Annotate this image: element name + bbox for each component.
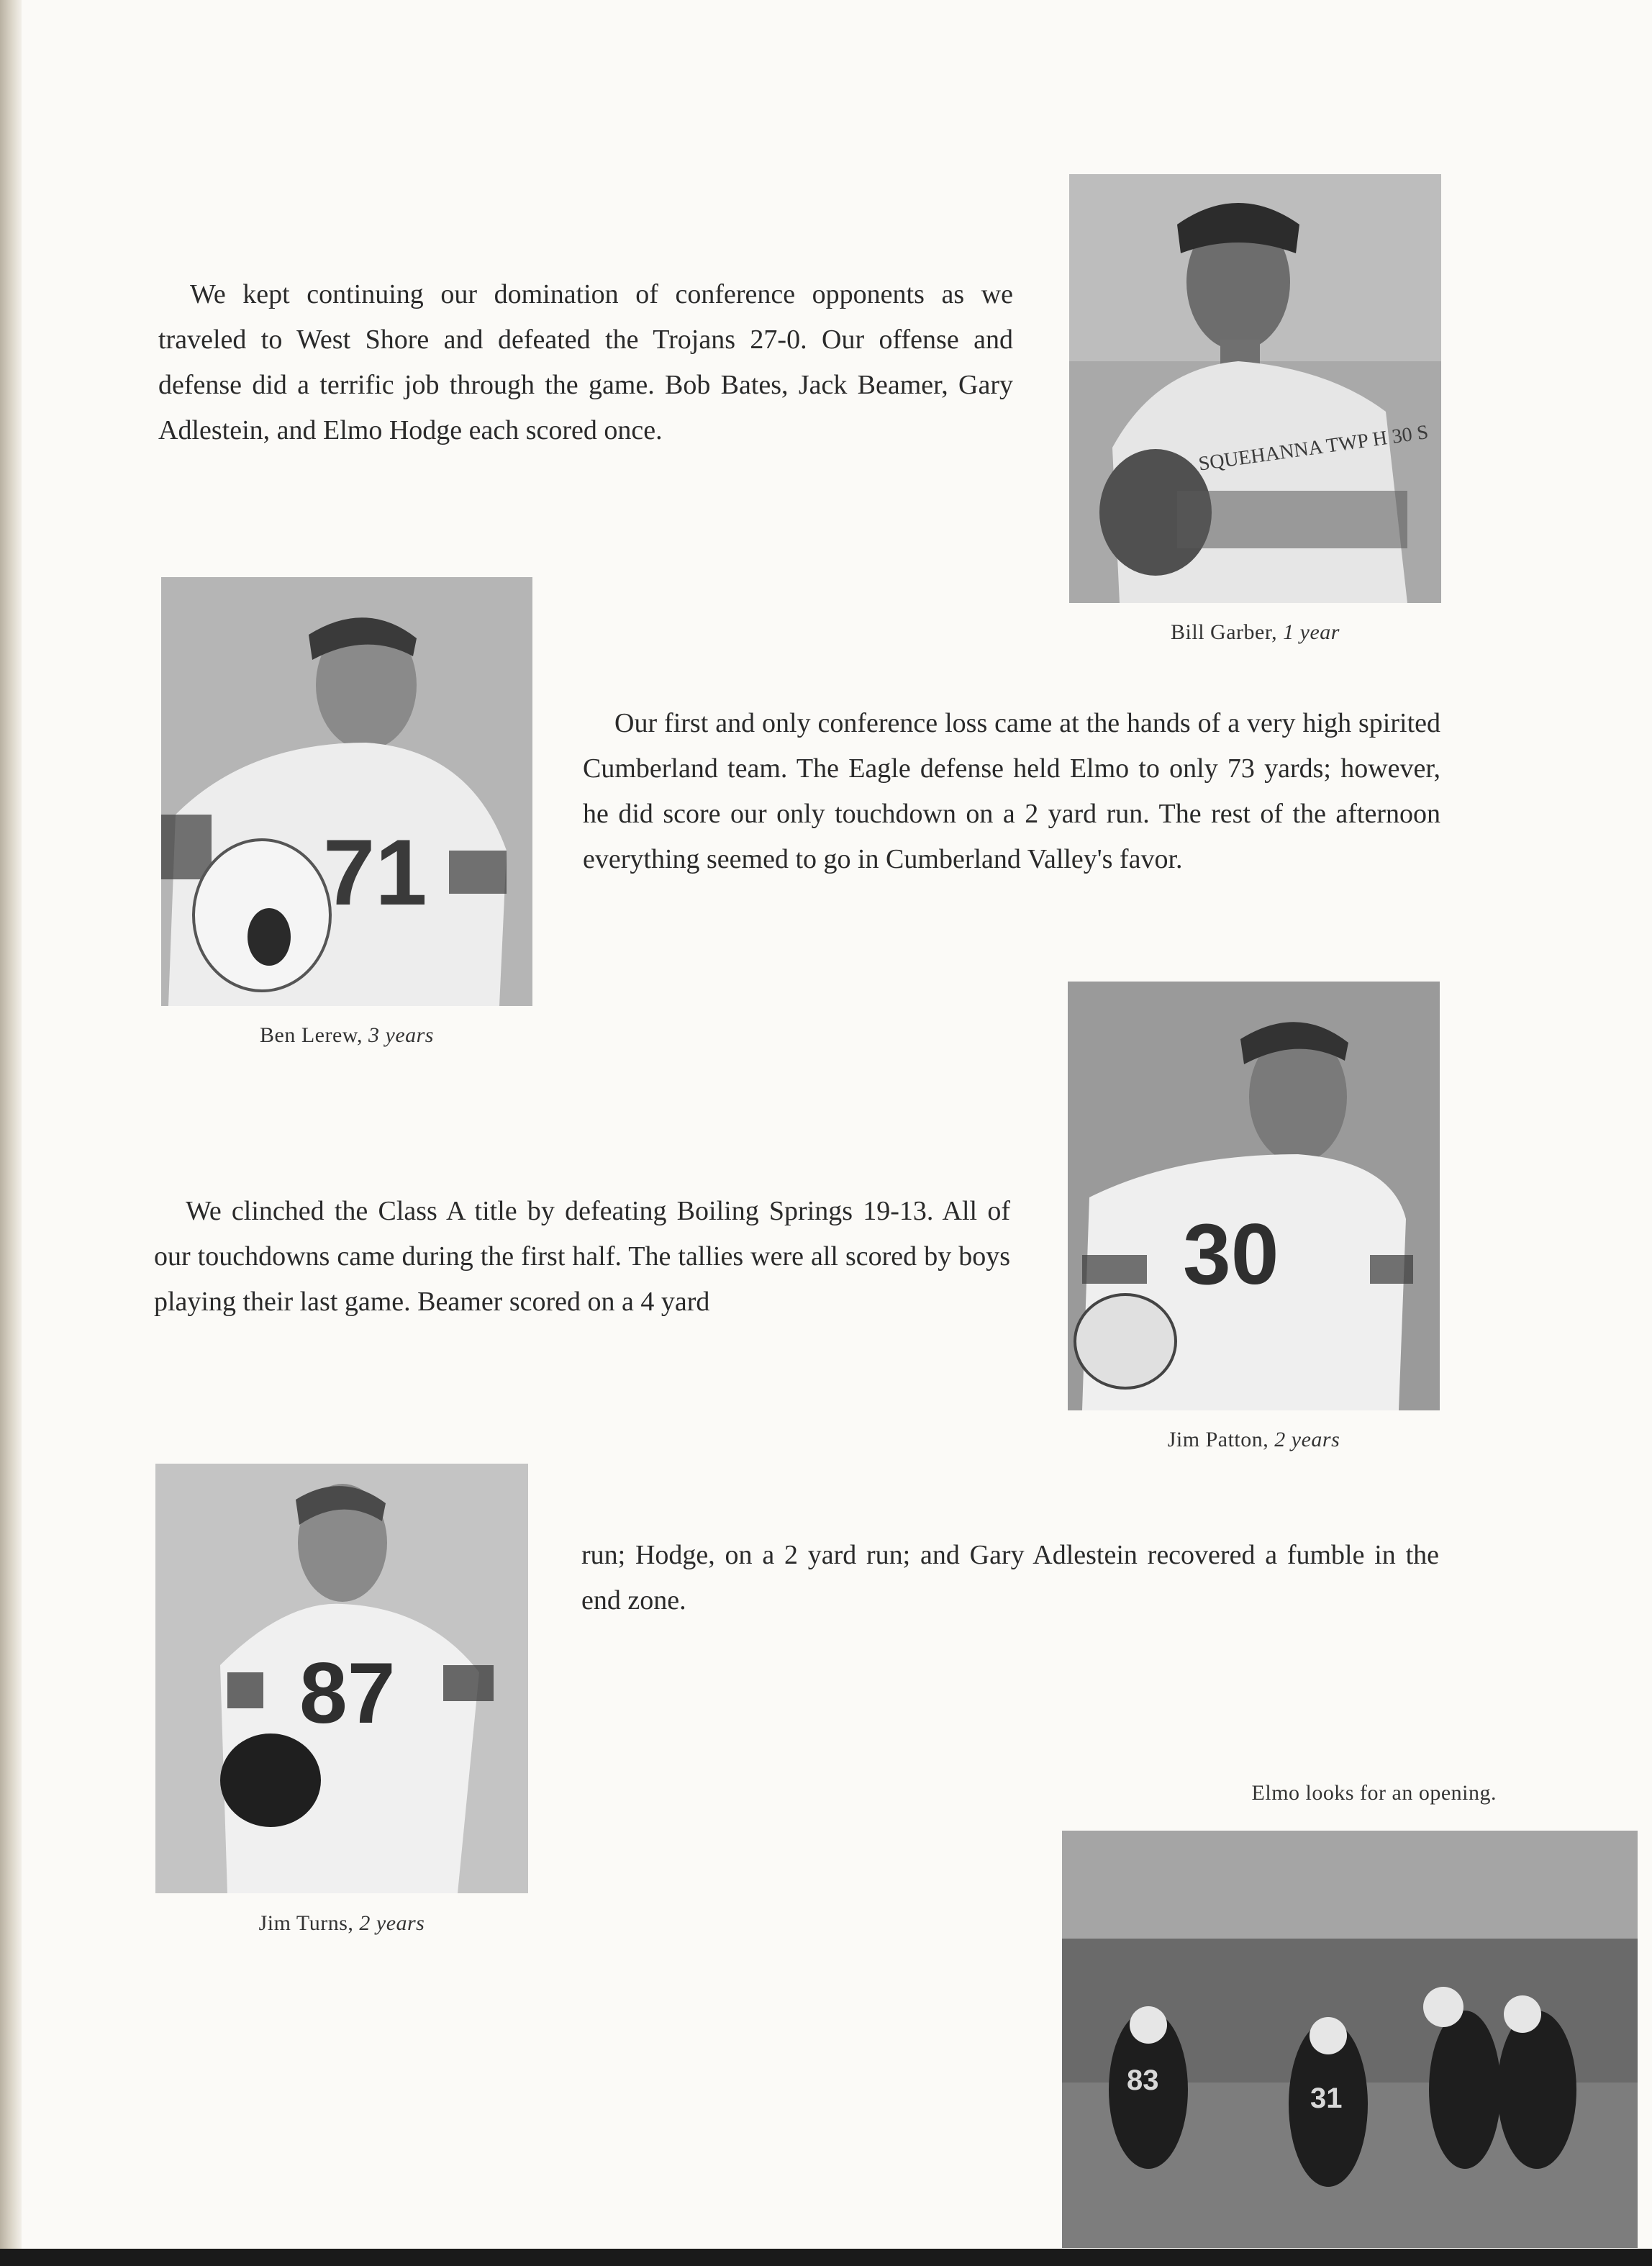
photo-ben-lerew: [161, 577, 532, 1006]
photo-action-game: [1062, 1831, 1638, 2248]
paragraph-west-shore: We kept continuing our domination of conference opponents as we traveled to West Shore and defeated the Trojans 27-0. Our offense and defense did a terrific job through the game. Bob Bates, Jack Beamer, Gary Adlestein, and Elmo Hodge each scored once.: [158, 279, 1013, 445]
binding-gutter: [0, 0, 22, 2266]
caption-tenure: 1 year: [1283, 620, 1340, 644]
caption-name: Jim Turns,: [258, 1911, 354, 1935]
photo-jim-turns: [155, 1464, 528, 1893]
caption-bill-garber: [1069, 620, 1441, 645]
action-jersey-31: 31: [1310, 2083, 1343, 2114]
paragraph-cumberland: Our first and only conference loss came at the hands of a very high spirited Cumberland team. The Eagle defense held Elmo to only 73 yards; however, he did score our only touchdown on a 2 yard run. The rest of the afternoon everything seemed to go in Cumberland Valley's favor.: [583, 708, 1440, 874]
caption-tenure: 3 years: [368, 1023, 434, 1047]
photo-bill-garber: [1069, 174, 1441, 603]
caption-tenure: 2 years: [1274, 1428, 1340, 1451]
action-jersey-83: 83: [1127, 2065, 1159, 2096]
caption-jim-turns: [155, 1911, 528, 1936]
photo-jim-patton: [1068, 982, 1440, 1410]
garber-jersey-text: SQUEHANNA TWP H 30 S: [1197, 421, 1430, 476]
patton-jersey-number: 30: [1183, 1206, 1279, 1302]
lerew-jersey-number: 71: [323, 820, 427, 925]
caption-name: Bill Garber,: [1171, 620, 1278, 644]
turns-jersey-number: 87: [299, 1645, 396, 1741]
caption-name: Jim Patton,: [1167, 1428, 1269, 1451]
caption-name: Ben Lerew,: [260, 1023, 363, 1047]
caption-ben-lerew: [161, 1023, 532, 1048]
paragraph-conclusion: run; Hodge, on a 2 yard run; and Gary Adlestein recovered a fumble in the end zone.: [581, 1540, 1439, 1615]
caption-jim-patton: [1068, 1428, 1440, 1452]
caption-action-photo: Elmo looks for an opening.: [1251, 1781, 1497, 1805]
page-bottom-edge: [0, 2249, 1652, 2266]
paragraph-boiling-springs: We clinched the Class A title by defeating Boiling Springs 19-13. All of our touchdowns came during the first half. The tallies were all scored by boys playing their last game. Beamer scored on a 4 yard: [154, 1196, 1010, 1317]
caption-tenure: 2 years: [359, 1911, 425, 1935]
